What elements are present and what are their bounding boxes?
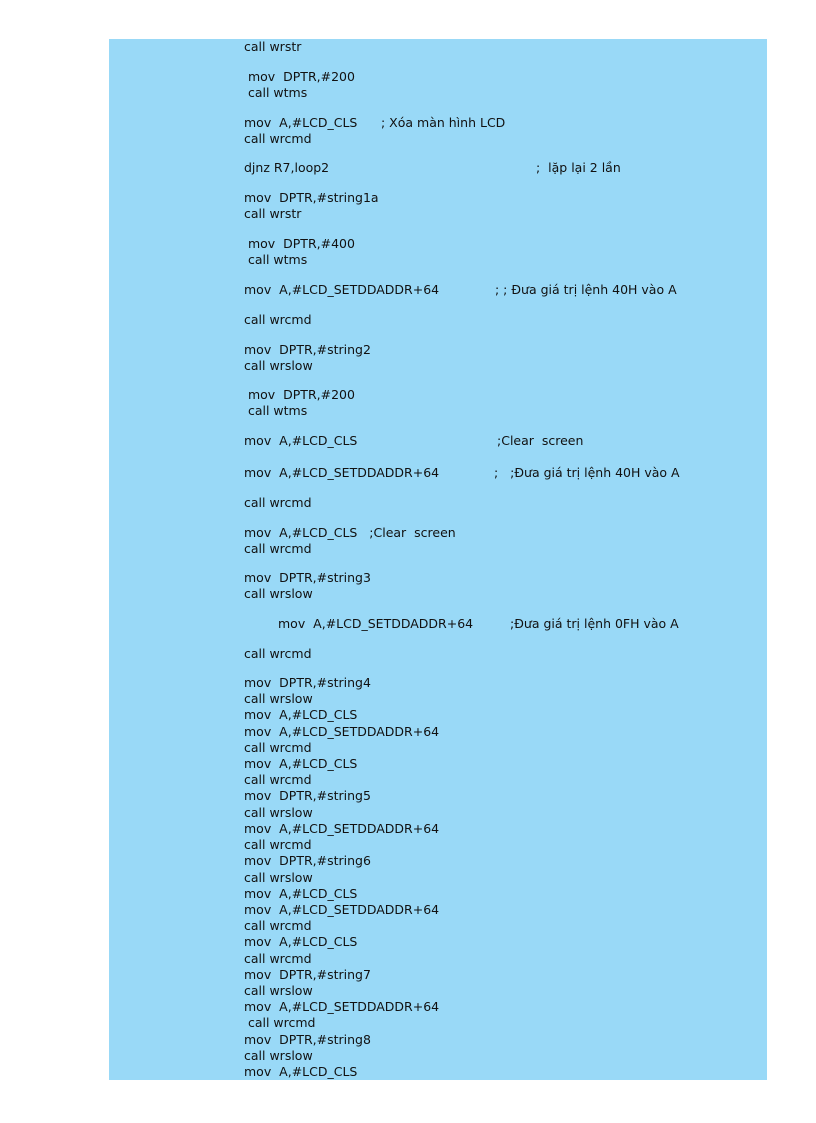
code-line: mov DPTR,#string4	[244, 675, 371, 690]
code-line: call wrslow	[244, 870, 313, 885]
code-comment: ; lặp lại 2 lần	[536, 160, 621, 175]
code-line: call wrcmd	[244, 740, 312, 755]
code-line: mov DPTR,#string7	[244, 967, 371, 982]
code-line: call wrcmd	[244, 918, 312, 933]
code-line: call wrcmd	[244, 312, 312, 327]
code-line: call wrcmd	[244, 837, 312, 852]
code-line: mov A,#LCD_CLS	[244, 1064, 358, 1079]
code-line: mov A,#LCD_CLS	[244, 756, 358, 771]
code-line: mov DPTR,#400	[244, 236, 355, 251]
code-line: call wrslow	[244, 586, 313, 601]
code-line: call wrcmd	[244, 541, 312, 556]
code-line: call wrslow	[244, 983, 313, 998]
code-comment: ; Xóa màn hình LCD	[381, 115, 506, 130]
code-line: call wrslow	[244, 358, 313, 373]
code-line: call wrcmd	[244, 772, 312, 787]
code-line: call wrslow	[244, 1048, 313, 1063]
code-line: call wrslow	[244, 805, 313, 820]
code-line: mov DPTR,#string6	[244, 853, 371, 868]
code-line: mov A,#LCD_CLS	[244, 433, 358, 448]
code-comment: ;Clear screen	[497, 433, 584, 448]
code-line: mov A,#LCD_SETDDADDR+64	[244, 999, 440, 1014]
code-line: call wrcmd	[244, 495, 312, 510]
code-line: mov A,#LCD_SETDDADDR+64	[244, 724, 440, 739]
code-line: call wrcmd	[244, 1015, 316, 1030]
code-line: mov DPTR,#string5	[244, 788, 371, 803]
code-line: mov A,#LCD_CLS	[244, 934, 358, 949]
code-line: mov DPTR,#string3	[244, 570, 371, 585]
code-line: call wtms	[244, 85, 308, 100]
code-line: call wrcmd	[244, 646, 312, 661]
code-line: mov A,#LCD_SETDDADDR+64	[244, 465, 440, 480]
code-line: mov A,#LCD_SETDDADDR+64	[278, 616, 474, 631]
code-line: mov A,#LCD_CLS ;Clear screen	[244, 525, 456, 540]
code-line: mov A,#LCD_CLS	[244, 115, 358, 130]
code-line: call wrcmd	[244, 131, 312, 146]
code-line: call wtms	[244, 403, 308, 418]
code-line: mov A,#LCD_SETDDADDR+64	[244, 282, 440, 297]
code-line: call wrslow	[244, 691, 313, 706]
code-line: mov DPTR,#200	[244, 69, 355, 84]
code-line: djnz R7,loop2	[244, 160, 330, 175]
code-line: call wrcmd	[244, 951, 312, 966]
code-line: call wrstr	[244, 206, 302, 221]
code-line: mov A,#LCD_CLS	[244, 886, 358, 901]
code-line: mov DPTR,#200	[244, 387, 355, 402]
code-comment: ; ; Đưa giá trị lệnh 40H vào A	[495, 282, 677, 297]
code-line: mov DPTR,#string8	[244, 1032, 371, 1047]
code-comment: ;Đưa giá trị lệnh 0FH vào A	[510, 616, 679, 631]
code-comment: ; ;Đưa giá trị lệnh 40H vào A	[494, 465, 680, 480]
code-line: mov DPTR,#string1a	[244, 190, 379, 205]
code-line: mov A,#LCD_SETDDADDR+64	[244, 902, 440, 917]
code-line: mov A,#LCD_SETDDADDR+64	[244, 821, 440, 836]
code-line: call wrstr	[244, 39, 302, 54]
code-line: mov DPTR,#string2	[244, 342, 371, 357]
code-line: call wtms	[244, 252, 308, 267]
code-panel	[109, 39, 767, 1080]
code-line: mov A,#LCD_CLS	[244, 707, 358, 722]
